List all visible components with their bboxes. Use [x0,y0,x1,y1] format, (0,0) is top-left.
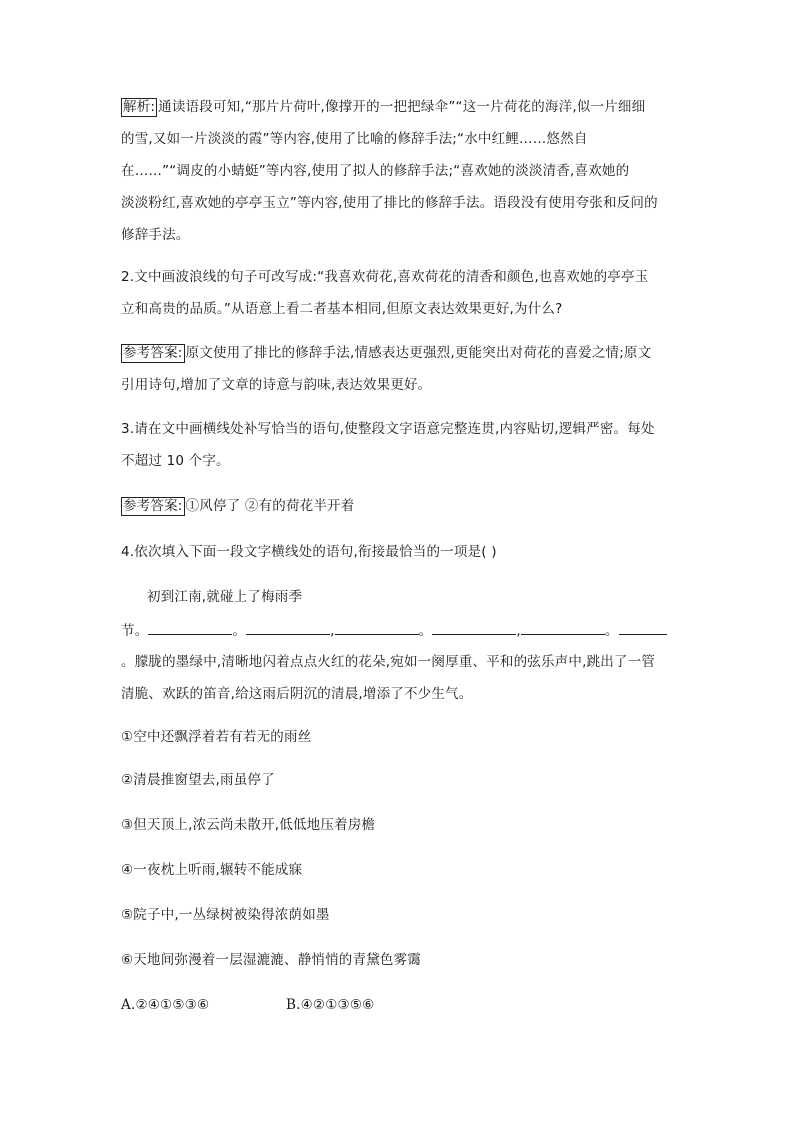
q2-answer-tag: 参考答案: [123,345,183,361]
q4-choice-a: A.②④①⑤③⑥ [121,997,210,1013]
q3-stem-line-1: 3.请在文中画横线处补写恰当的语句,使整段文字语意完整连贯,内容贴切,逻辑严密。每处 [121,421,655,437]
q4-blank-4 [432,620,516,635]
q4-option-1: ①空中还飘浮着若有若无的雨丝 [121,729,312,745]
analysis-line-1 [121,97,645,117]
q4-passage-start: 节。 [121,623,149,639]
q4-passage-line-1: 初到江南,就碰上了梅雨季 [147,589,303,605]
q4-sep-4: , [516,623,521,639]
analysis-text-1: 通读语段可知,“那片片荷叶,像撑开的一把把绿伞”“这一片荷花的海洋,似一片细细 [158,99,646,115]
q4-sep-3: 。 [418,623,433,639]
analysis-line-4: 淡淡粉红,喜欢她的亭亭玉立”等内容,使用了排比的修辞手法。语段没有使用夸张和反问的 [121,195,658,211]
analysis-tag: 解析: [123,99,156,115]
q4-sep-1: 。 [232,623,247,639]
q4-blank-5 [521,620,605,635]
q4-passage-line-3: 。朦胧的墨绿中,清晰地闪着点点火红的花朵,宛如一阕厚重、平和的弦乐声中,跳出了一管 [121,654,656,670]
q4-option-4: ④一夜枕上听雨,辗转不能成寐 [121,862,303,878]
q4-stem: 4.依次填入下面一段文字横线处的语句,衔接最恰当的一项是( ) [121,544,497,560]
q3-answer-tag: 参考答案: [123,498,183,514]
q4-option-2: ②清晨推窗望去,雨虽停了 [121,772,275,788]
q4-passage-line-4: 清脆、欢跃的笛音,给这雨后阴沉的清晨,增添了不少生气。 [121,686,473,702]
q3-stem-line-2: 不超过 10 个字。 [121,453,230,469]
q2-answer-text-1: 原文使用了排比的修辞手法,情感表达更强烈,更能突出对荷花的喜爱之情;原文 [185,345,652,361]
q4-sep-2: , [330,623,335,639]
q4-option-3: ③但天顶上,浓云尚未散开,低低地压着房檐 [121,817,376,833]
analysis-line-5: 修辞手法。 [121,227,190,243]
q2-stem-line-2: 立和高贵的品质。”从语意上看二者基本相同,但原文表达效果更好,为什么? [121,301,563,317]
q4-blank-6 [619,620,667,635]
q4-option-5: ⑤院子中,一丛绿树被染得浓荫如墨 [121,907,330,923]
q2-stem-line-1: 2.文中画波浪线的句子可改写成:“我喜欢荷花,喜欢荷花的清香和颜色,也喜欢她的亭亭玉 [121,269,649,285]
q4-choice-b: B.④②①③⑤⑥ [286,997,375,1013]
q4-passage-line-2 [121,620,667,641]
q4-blank-1 [148,620,232,635]
q3-answer-line [121,496,354,516]
analysis-line-3: 在……”“调皮的小蜻蜓”等内容,使用了拟人的修辞手法;“喜欢她的淡淡清香,喜欢她的 [121,163,630,179]
q2-answer-line-2: 引用诗句,增加了文章的诗意与韵味,表达效果更好。 [121,377,432,393]
q4-sep-5: 。 [604,623,619,639]
q4-blank-2 [246,620,330,635]
q2-answer-line-1 [121,343,651,363]
q4-option-6: ⑥天地间弥漫着一层湿漉漉、静悄悄的青黛色雾霭 [121,952,422,968]
q4-blank-3 [335,620,419,635]
analysis-line-2: 的雪,又如一片淡淡的霞”等内容,使用了比喻的修辞手法;“水中红鲤……悠然自 [121,131,588,147]
q3-answer-text: ①风停了 ②有的荷花半开着 [185,498,355,514]
